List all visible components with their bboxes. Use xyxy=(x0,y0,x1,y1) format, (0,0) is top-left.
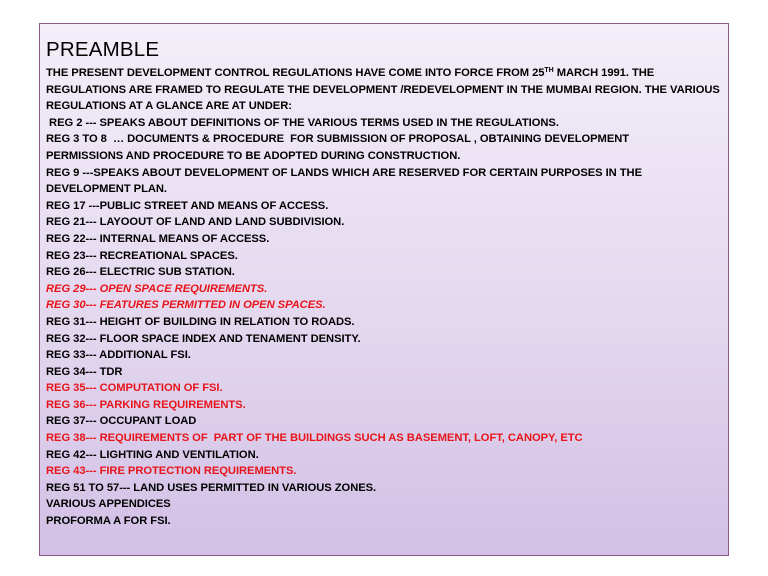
regulation-line: REG 30--- FEATURES PERMITTED IN OPEN SPACES. xyxy=(46,299,326,312)
regulation-line: REG 43--- FIRE PROTECTION REQUIREMENTS. xyxy=(46,465,297,478)
regulation-line: REG 35--- COMPUTATION OF FSI. xyxy=(46,382,223,395)
slide-panel xyxy=(39,23,729,556)
regulation-line: DEVELOPMENT PLAN. xyxy=(46,183,167,196)
regulation-line: REG 32--- FLOOR SPACE INDEX AND TENAMENT DENSITY. xyxy=(46,332,361,345)
regulation-line: REG 51 TO 57--- LAND USES PERMITTED IN VARIOUS ZONES. xyxy=(46,481,377,494)
regulation-list xyxy=(46,115,722,530)
regulation-line: REG 38--- REQUIREMENTS OF PART OF THE BUILDINGS SUCH AS BASEMENT, LOFT, CANOPY, ETC xyxy=(46,432,583,445)
intro-text-start: THE PRESENT DEVELOPMENT CONTROL REGULATIONS HAVE COME INTO FORCE FROM 25 xyxy=(46,67,545,79)
regulation-line: REG 29--- OPEN SPACE REQUIREMENTS. xyxy=(46,282,268,295)
intro-superscript: TH xyxy=(544,67,554,74)
regulation-line: VARIOUS APPENDICES xyxy=(46,498,171,511)
regulation-line: REG 26--- ELECTRIC SUB STATION. xyxy=(46,266,235,279)
regulation-line: REG 34--- TDR xyxy=(46,365,123,378)
regulation-line: REG 33--- ADDITIONAL FSI. xyxy=(46,349,191,362)
regulation-line: PROFORMA A FOR FSI. xyxy=(46,515,171,528)
regulation-line: REG 23--- RECREATIONAL SPACES. xyxy=(46,249,238,262)
regulation-line: REG 17 ---PUBLIC STREET AND MEANS OF ACCESS. xyxy=(46,199,329,212)
regulation-line: REG 3 TO 8 … DOCUMENTS & PROCEDURE FOR SUBMISSION OF PROPOSAL , OBTAINING DEVELOPMENT xyxy=(46,133,630,146)
regulation-line: REG 31--- HEIGHT OF BUILDING IN RELATION TO ROADS. xyxy=(46,315,355,328)
slide-title: PREAMBLE xyxy=(46,38,160,61)
intro-text-end: MARCH 1991. THE REGULATIONS ARE FRAMED TO REGULATE THE DEVELOPMENT /REDEVELOPMENT IN THE MUMBAI REGION. THE VARIOUS REGULATIONS AT A GLANCE ARE AT UNDER: xyxy=(46,67,720,113)
regulation-line: PERMISSIONS AND PROCEDURE TO BE ADOPTED DURING CONSTRUCTION. xyxy=(46,149,461,162)
regulation-line: REG 42--- LIGHTING AND VENTILATION. xyxy=(46,448,259,461)
intro-paragraph xyxy=(46,65,722,115)
regulation-line: REG 2 --- SPEAKS ABOUT DEFINITIONS OF THE VARIOUS TERMS USED IN THE REGULATIONS. xyxy=(46,116,559,129)
regulation-line: REG 9 ---SPEAKS ABOUT DEVELOPMENT OF LANDS WHICH ARE RESERVED FOR CERTAIN PURPOSES IN THE xyxy=(46,166,642,179)
regulation-line: REG 36--- PARKING REQUIREMENTS. xyxy=(46,398,246,411)
regulation-line: REG 21--- LAYOOUT OF LAND AND LAND SUBDIVISION. xyxy=(46,216,345,229)
regulation-line: REG 37--- OCCUPANT LOAD xyxy=(46,415,197,428)
regulation-line: REG 22--- INTERNAL MEANS OF ACCESS. xyxy=(46,232,270,245)
